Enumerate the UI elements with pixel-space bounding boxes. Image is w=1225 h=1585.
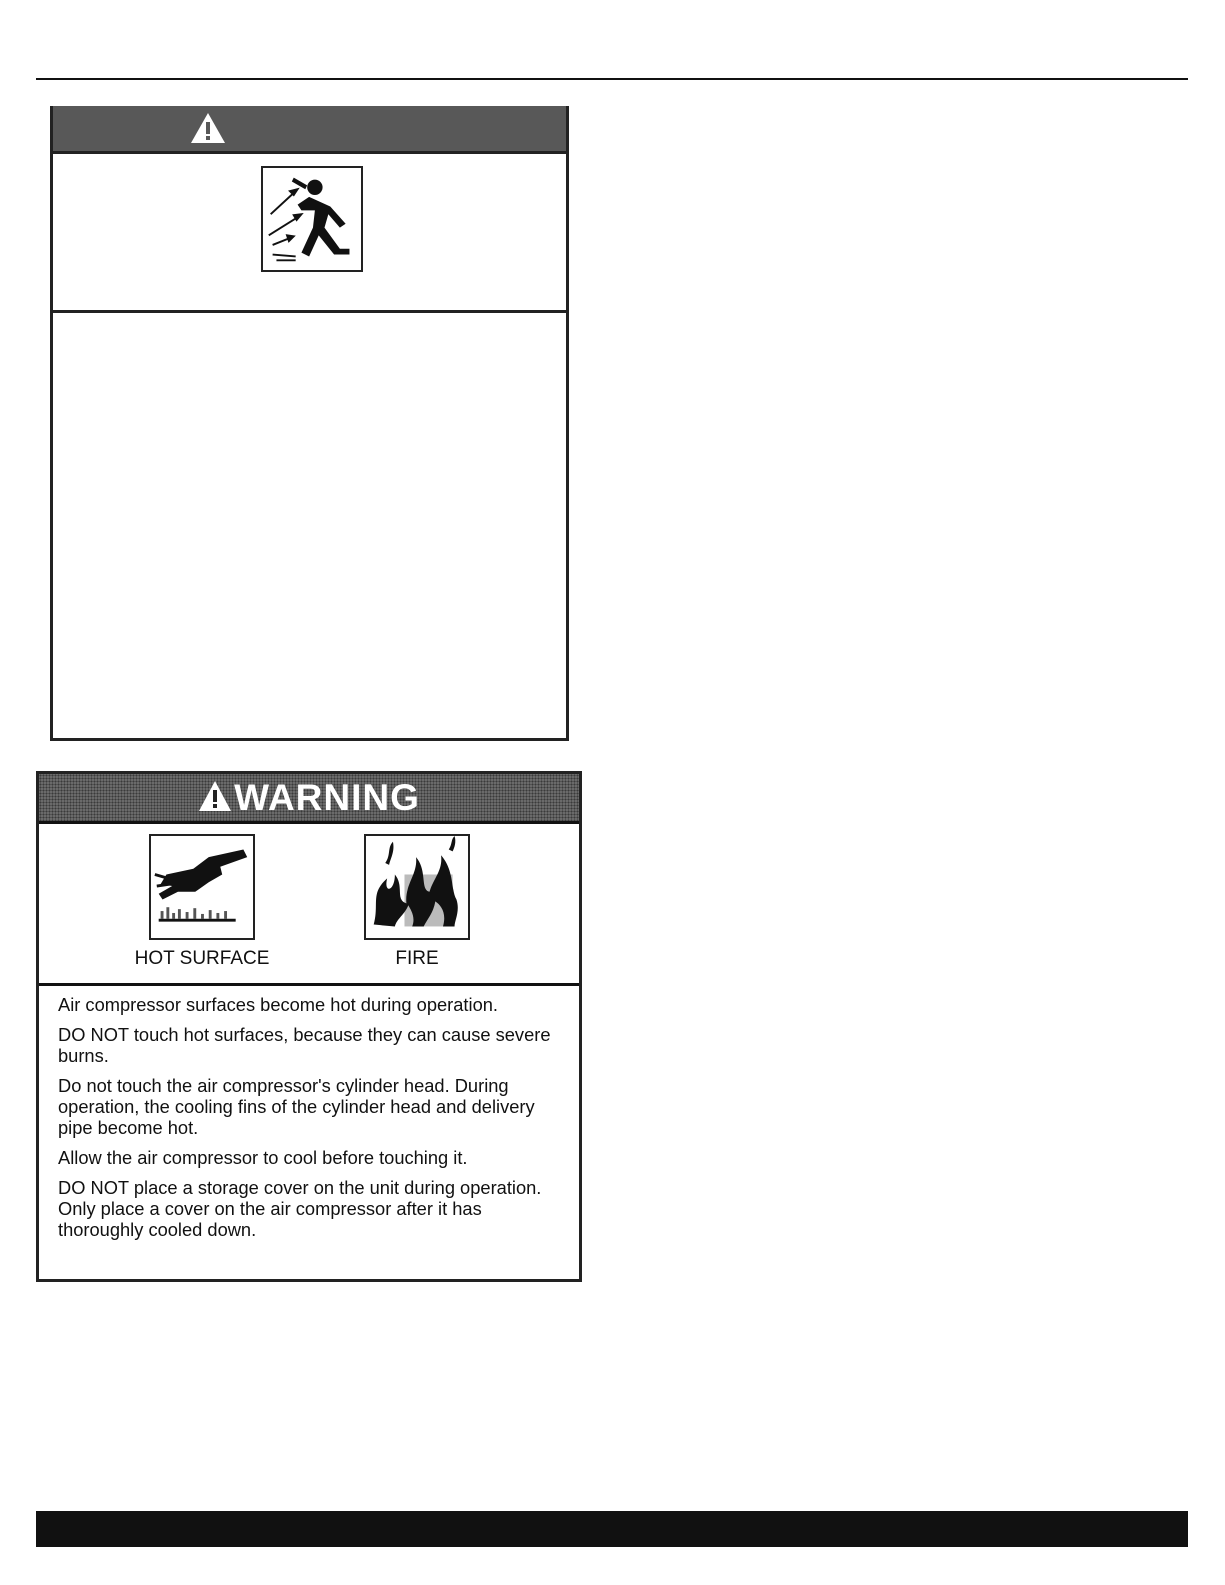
warning-paragraph: DO NOT place a storage cover on the unit during operation. Only place a cover on the air compressor after it has thoroughly cooled down. [58, 1177, 542, 1240]
warning-paragraph: DO NOT touch hot surfaces, because they can cause severe burns. [58, 1024, 551, 1066]
fire-caption: FIRE [395, 948, 439, 969]
warning-text [58, 994, 561, 1249]
footer-bar [36, 1511, 1188, 1547]
alert-triangle-icon [198, 780, 232, 812]
pictogram-area [53, 154, 566, 313]
hot-surface-icon [149, 834, 255, 940]
panel-header [53, 106, 566, 154]
fire-icon [364, 834, 470, 940]
warning-header [39, 774, 579, 824]
hot-surface-warning-panel [36, 771, 582, 1282]
hazard-icons [39, 824, 579, 986]
alert-triangle-icon [190, 112, 226, 144]
warning-paragraph: Do not touch the air compressor's cylinder head. During operation, the cooling fins of the cylinder head and delivery pipe become hot. [58, 1075, 535, 1138]
top-rule [36, 78, 1188, 80]
flying-debris-icon [261, 166, 363, 272]
warning-paragraph: Allow the air compressor to cool before touching it. [58, 1147, 468, 1168]
signal-word: WARNING [234, 777, 420, 818]
hot-surface-caption: HOT SURFACE [134, 948, 270, 969]
flying-debris-warning-panel [50, 106, 569, 741]
panel-body [53, 313, 566, 738]
warning-paragraph: Air compressor surfaces become hot during operation. [58, 994, 498, 1015]
